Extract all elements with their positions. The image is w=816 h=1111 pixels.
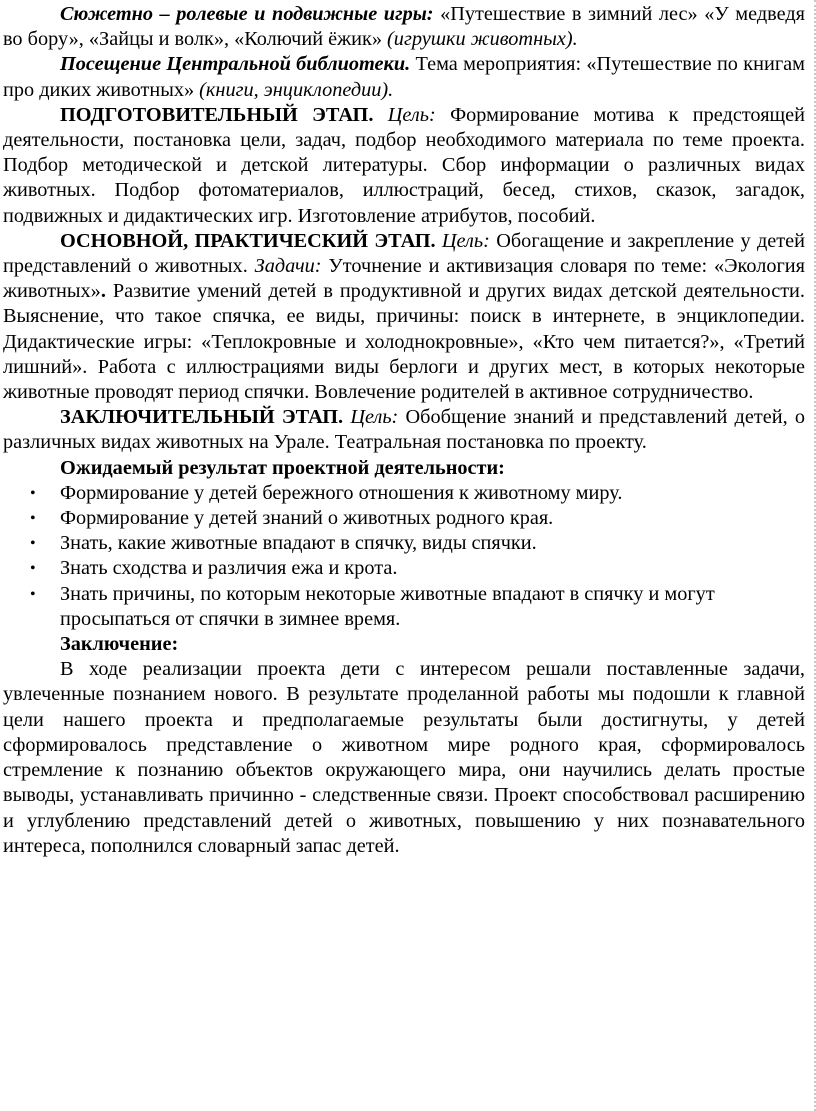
role-games-note: (игрушки животных). bbox=[387, 28, 578, 51]
conclusion-paragraph: В ходе реализации проекта дети с интересом решали поставленные задачи, увлеченные познанием нового. В результате проделанной работы мы подошли к главной цели нашего проекта и предполагаемые результаты были достигнуты, у детей сформировалось представление о животном мире родного края, сформировалось стремление к познанию объектов окружающего мира, они научились делать простые выводы, устанавливать причинно - следственные связи. Проект способствовал расширению и углублению представлений детей о животных, повышению у них познавательного интереса, пополнился словарный запас детей. bbox=[3, 658, 805, 857]
document-body bbox=[3, 2, 805, 859]
paragraph-role-games bbox=[3, 2, 805, 52]
paragraph-main-stage bbox=[3, 229, 805, 405]
role-games-text: «Путешествие в зимний лес» «У медведя во бору», «Зайцы и волк», «Колючий ёжик» bbox=[3, 3, 806, 51]
main-stage-text-3: Развитие умений детей в продуктивной и других видах детской деятельности. Выяснение, что такое спячка, ее виды, причины: поиск в интернете, в энциклопедии. Дидактические игры: «Теплокровные и холоднокровные», «Кто чем питается?», «Третий лишний». Работа с иллюстрациями виды берлоги и других мест, в которых некоторые животные проводят период спячки. Вовлечение родителей в активное сотрудничество. bbox=[3, 280, 805, 404]
library-visit-note: (книги, энциклопедии). bbox=[199, 78, 394, 101]
paragraph-library-visit bbox=[3, 52, 805, 102]
preparatory-stage-heading: ПОДГОТОВИТЕЛЬНЫЙ ЭТАП. bbox=[60, 103, 374, 126]
list-item bbox=[3, 556, 805, 581]
paragraph-final-stage bbox=[3, 405, 805, 455]
main-stage-text-2: Уточнение и активизация словаря по теме: «Экология животных» bbox=[3, 255, 805, 303]
library-visit-text: Тема мероприятия: «Путешествие по книгам про диких животных» bbox=[3, 53, 805, 101]
preparatory-stage-text: Формирование мотива к предстоящей деятельности, постановка цели, задач, подбор необходимого материала по теме проекта. Подбор методической и детской литературы. Сбор информации о различных видах животных. Подбор фотоматериалов, иллюстраций, бесед, стихов, сказок, загадок, подвижных и дидактических игр. Изготовление атрибутов, пособий. bbox=[3, 103, 805, 227]
list-item bbox=[3, 481, 805, 506]
main-tasks-label: Задачи: bbox=[254, 255, 322, 278]
list-item-text: Знать сходства и различия ежа и крота. bbox=[60, 557, 398, 580]
final-stage-text: Обобщение знаний и представлений детей, о различных видах животных на Урале. Театральная постановка по проекту. bbox=[3, 406, 805, 454]
library-visit-lead: Посещение Центральной библиотеки. bbox=[60, 53, 411, 76]
list-item-text: Формирование у детей знаний о животных родного края. bbox=[60, 507, 554, 530]
list-item-text: Знать причины, по которым некоторые животные впадают в спячку и могут просыпаться от спячки в зимнее время. bbox=[60, 582, 715, 630]
final-goal-label: Цель: bbox=[343, 406, 399, 429]
list-item bbox=[3, 506, 805, 531]
bullet-icon: • bbox=[30, 535, 36, 553]
main-goal-label: Цель: bbox=[435, 229, 490, 252]
bullet-icon: • bbox=[30, 560, 36, 578]
bullet-icon: • bbox=[30, 510, 36, 528]
page-edge-divider bbox=[812, 0, 816, 1111]
list-item bbox=[3, 531, 805, 556]
final-stage-heading: ЗАКЛЮЧИТЕЛЬНЫЙ ЭТАП. bbox=[60, 406, 344, 429]
list-item bbox=[3, 582, 805, 632]
main-stage-heading: ОСНОВНОЙ, ПРАКТИЧЕСКИЙ ЭТАП. bbox=[60, 229, 436, 252]
results-list bbox=[3, 481, 805, 632]
paragraph-preparatory-stage bbox=[3, 103, 805, 229]
list-item-text: Формирование у детей бережного отношения к животному миру. bbox=[60, 481, 623, 504]
main-stage-dot: . bbox=[100, 280, 106, 303]
bullet-icon: • bbox=[30, 585, 36, 603]
list-item-text: Знать, какие животные впадают в спячку, виды спячки. bbox=[60, 532, 537, 555]
bullet-icon: • bbox=[30, 484, 36, 502]
results-heading: Ожидаемый результат проектной деятельности: bbox=[60, 456, 505, 479]
role-games-lead: Сюжетно – ролевые и подвижные игры: bbox=[60, 3, 434, 25]
preparatory-goal-label: Цель: bbox=[373, 103, 436, 126]
main-stage-text-1: Обогащение и закрепление у детей представлений о животных. bbox=[3, 229, 805, 278]
conclusion-heading: Заключение: bbox=[60, 633, 179, 656]
